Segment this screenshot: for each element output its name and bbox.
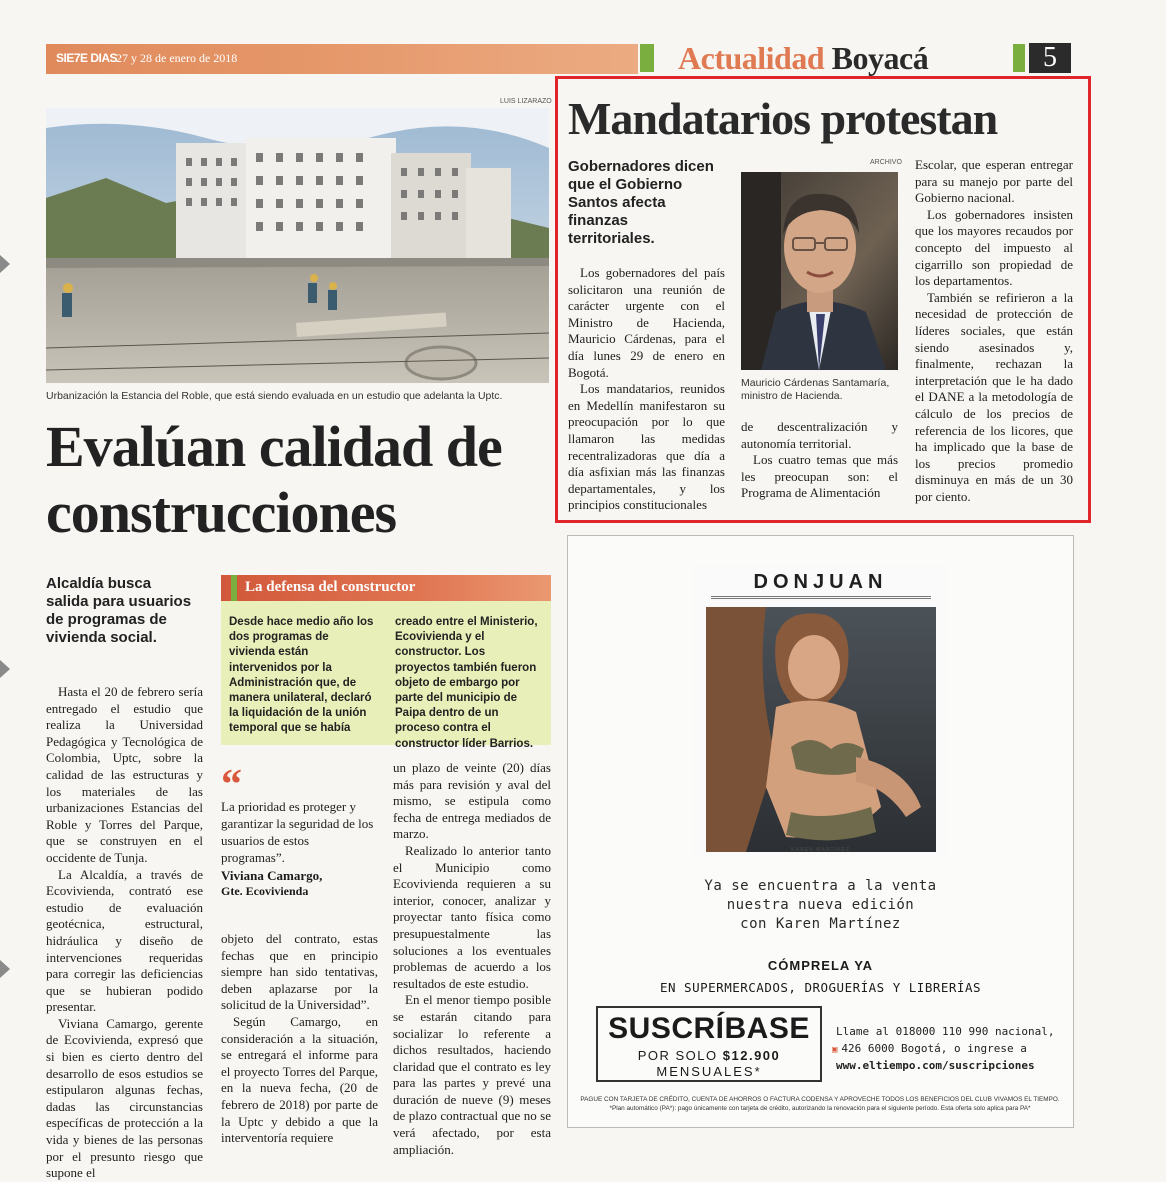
subscribe-url-link[interactable]: www.eltiempo.com/suscripciones	[836, 1059, 1035, 1072]
section-title-region: Boyacá	[831, 40, 929, 76]
sidebar-box-title: La defensa del constructor	[245, 579, 416, 595]
header-green-tab	[640, 44, 654, 72]
ad-call-to-action: CÓMPRELA YA	[767, 958, 874, 973]
subhead-alcaldia: Alcaldía busca salida para usuarios de programas de vivienda social.	[46, 575, 192, 646]
right-article-column-1	[568, 265, 725, 514]
ad-line-1: Ya se encuentra a la venta	[704, 878, 937, 894]
construction-photo-caption: Urbanización la Estancia del Roble, que está siendo evaluada en un estudio que adelanta la Uptc.	[46, 390, 503, 402]
paragraph: Escolar, que esperan entregar para su manejo por parte del Gobierno nacional.	[915, 157, 1073, 206]
paragraph: objeto del contrato, estas fechas que en principio siempre han sido tentativas, deben aplazarse por la solicitud de la Universidad”.	[221, 931, 378, 1013]
construction-photo	[46, 108, 549, 383]
photo-credit: LUIS LIZARAZO	[500, 98, 552, 105]
paragraph: También se refirieron a la necesidad de protección de líderes sociales, que están siendo asesinados y, finalmente, rechazan la interpretación que le ha dado el DANE a la metodología de cálculo de los precios de referencia de los licores, que ha implicado que la base de los precios promedio disminuya en más de un 30 por ciento.	[915, 289, 1073, 504]
left-article-column-1	[46, 684, 203, 1182]
headline-mandatarios: Mandatarios protestan	[568, 93, 998, 144]
pull-quote-author: Viviana Camargo,	[221, 868, 323, 883]
phone-icon: ▣	[832, 1045, 838, 1055]
subscribe-box[interactable]	[596, 1006, 822, 1082]
paragraph: Según Camargo, en consideración a la situación, se entregará el informe para el proyecto Torres del Parque, en la nueva fecha, (20 de febrero de 2018) por parte de la Uptc y debido a que la interventoría requiere	[221, 1013, 378, 1146]
paragraph: un plazo de veinte (20) días más para revisión y aval del mismo, se estipula como fecha de entrega mediados de marzo.	[393, 760, 551, 842]
scan-edge-mark	[0, 960, 10, 978]
price-prefix: POR SOLO	[637, 1048, 718, 1063]
scan-edge-mark	[0, 255, 10, 273]
fine-print-line-1: PAGUE CON TARJETA DE CRÉDITO, CUENTA DE AHORROS O FACTURA CODENSA Y APROVECHE TODOS LOS BENEFICIOS DEL CLUB VIVAMOS EL TIEMPO.	[580, 1096, 1060, 1103]
subscribe-heading: SUSCRÍBASE	[608, 1012, 810, 1045]
subscribe-price	[598, 1048, 820, 1063]
subscribe-contact	[832, 1024, 1062, 1075]
contact-line-2	[832, 1041, 1062, 1058]
section-header-band	[46, 44, 638, 74]
paragraph: Los cuatro temas que más les preocupan son: el Programa de Alimentación	[741, 452, 898, 501]
paragraph: Los gobernadores del país solicitaron una reunión de carácter urgente con el Ministro de Hacienda, Mauricio Cárdenas, para el día lunes 29 de enero en Bogotá.	[568, 265, 725, 380]
paragraph: de descentralización y autonomía territorial.	[741, 419, 898, 451]
fine-print-line-2: *Plan automático (PA*): pago únicamente con tarjeta de crédito, autorizando la renovación para el siguiente período. Esta oferta solo aplica para PA*	[609, 1104, 1031, 1112]
minister-portrait-photo	[741, 172, 898, 370]
sidebar-box-green-tag	[231, 575, 237, 601]
paragraph: Hasta el 20 de febrero sería entregado el estudio que realiza la Universidad Pedagógica y Tecnológica de Colombia, Uptc, sobre la calidad de las estructuras y los materiales de las urbanizaciones Estancias del Roble y Torres del Parque, que se construyen en el occidente de Tunja.	[46, 684, 203, 865]
paragraph: Los mandatarios, reunidos en Medellín manifestaron su preocupación por lo que llamaron las medidas recentralizadoras que día a día asfixian más las finanzas departamentales, y los principios constitucionales	[568, 381, 725, 513]
magazine-cover-name: KAREN MARTÍNEZ	[791, 847, 850, 853]
right-article-column-3	[915, 157, 1073, 505]
scan-edge-mark	[0, 660, 10, 678]
price-period: MENSUALES*	[656, 1064, 762, 1079]
right-article-column-2	[741, 419, 898, 502]
portrait-caption: Mauricio Cárdenas Santamaría, ministro de Hacienda.	[741, 377, 890, 402]
sidebar-box-column-2: creado entre el Ministerio, Ecovivienda y el constructor. Los proyectos también fueron objeto de embargo por parte del municipio de Paipa dentro de un proceso contra el constructor líder Barrios.	[395, 616, 538, 750]
phone-bogota: 426 6000 Bogotá, o ingrese a	[841, 1042, 1027, 1055]
ad-where-to-buy: EN SUPERMERCADOS, DROGUERÍAS Y LIBRERÍAS	[659, 980, 982, 995]
pull-quote	[221, 762, 376, 899]
ad-line-2: nuestra nueva edición	[726, 897, 915, 913]
paragraph: La Alcaldía, a través de Ecovivienda, contrató ese estudio de evaluación geotécnica, estructural, hidráulica y diseño de intervenciones requeridas para corregir las deficiencias que se hubieran podido presentar.	[46, 866, 203, 1015]
paragraph: Viviana Camargo, gerente de Ecovivienda, expresó que si bien es cierto dentro del desarrollo de esos estudios se estipularon algunas fechas, dadas las circunstancias específicas de protección a la vida y bienes de las personas por el presunto riesgo que supone el	[46, 1015, 203, 1181]
pull-quote-text: La prioridad es proteger y garantizar la seguridad de los usuarios de estos programas”.	[221, 799, 374, 865]
ad-fine-print	[580, 1096, 1060, 1113]
left-article-column-2	[221, 931, 378, 1147]
price-amount: $12.900	[722, 1048, 781, 1063]
issue-date: 27 y 28 de enero de 2018	[116, 51, 238, 65]
contact-line-3[interactable]	[832, 1058, 1062, 1075]
paragraph: Realizado lo anterior tanto el Municipio como Ecovivienda requieren a su interior, conocer, analizar y proyectar tanto física como presupuestalmente las soluciones a los eventuales problemas de acuerdo a los resultados de este estudio.	[393, 842, 551, 991]
magazine-cover-image	[693, 565, 948, 858]
contact-line-1	[832, 1024, 1062, 1041]
left-article-column-3	[393, 760, 551, 1158]
section-title-actualidad: Actualidad	[678, 40, 825, 76]
sidebar-box-column-1: Desde hace medio año los dos programas de vivienda están intervenidos por la Administración que, de manera unilateral, declaró la liquidación de la unión temporal que se había	[229, 616, 374, 735]
quote-mark-icon: “	[221, 762, 242, 808]
phone-national: Llame al 018000 110 990 nacional,	[836, 1025, 1055, 1038]
magazine-title: DONJUAN	[753, 571, 888, 593]
sidebar-box-constructor	[221, 575, 551, 750]
portrait-photo-credit: ARCHIVO	[870, 159, 902, 166]
magazine-title-rule	[711, 596, 931, 599]
paragraph: Los gobernadores insisten que los mayores recaudos por concepto del impuesto al cigarrillo son propiedad de los departamentos.	[915, 206, 1073, 289]
pull-quote-role: Gte. Ecovivienda	[221, 884, 309, 898]
page-number-green-tab	[1013, 44, 1025, 72]
page-number: 5	[1029, 43, 1071, 73]
paragraph: En el menor tiempo posible se estarán citando para socializar lo referente a dichos resultados, haciendo claridad que el contrato es ley para las partes y prevé una duración de nueve (9) meses de plazo contractual que no se verá afectado, por esta ampliación.	[393, 992, 551, 1157]
sidebar-box-title-bar	[221, 575, 551, 601]
headline-evaluan: Evalúan calidad de construcciones	[46, 414, 502, 545]
section-name: SIE7E DIAS	[56, 51, 118, 65]
page-section-title	[678, 40, 928, 77]
subhead-gobernadores: Gobernadores dicen que el Gobierno Santos afecta finanzas territoriales.	[568, 158, 714, 247]
ad-line-3: con Karen Martínez	[740, 916, 901, 932]
